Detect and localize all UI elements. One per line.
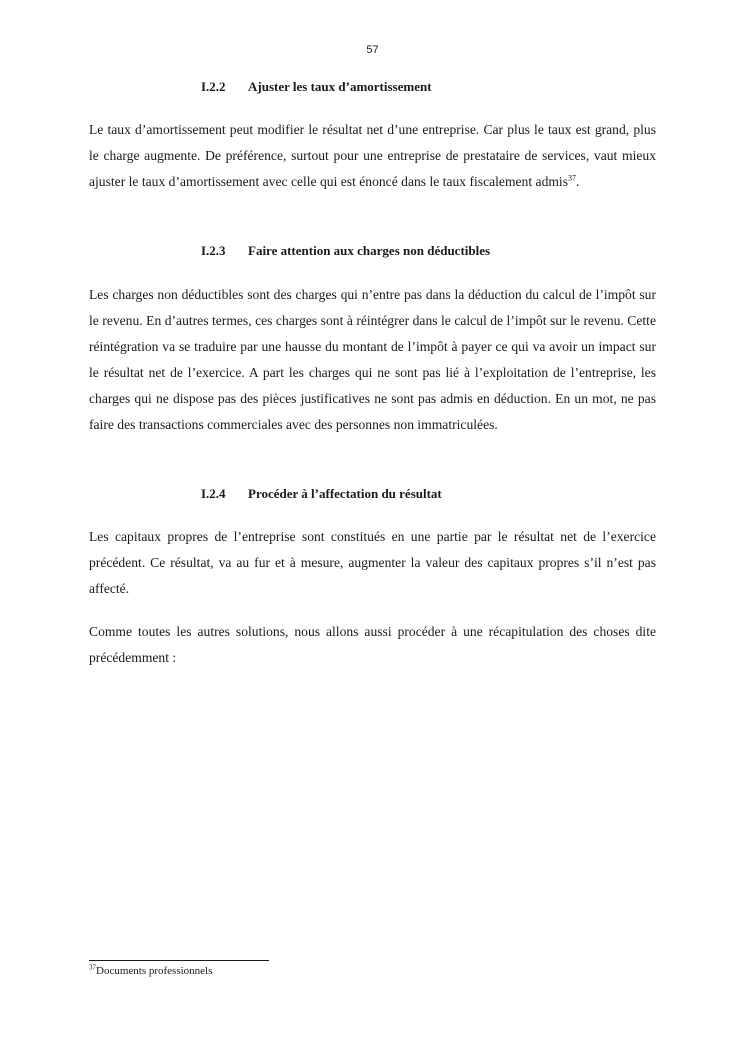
section-title: Faire attention aux charges non déductibles: [248, 243, 491, 258]
page-number: 57: [366, 44, 379, 56]
paragraph-recapitulation: Comme toutes les autres solutions, nous allons aussi procéder à une récapitulation des choses dite précédemment :: [89, 624, 656, 665]
footnote-separator: [89, 960, 269, 961]
paragraph-tail: .: [576, 174, 580, 189]
section-number: I.2.2: [201, 79, 226, 94]
paragraph-amortissement: [89, 117, 656, 195]
footnote: [89, 965, 212, 977]
section-heading-i-2-3: [201, 243, 490, 259]
footnote-marker: 37: [89, 963, 96, 972]
footnote-reference: 37: [568, 173, 577, 183]
section-heading-i-2-2: [201, 79, 432, 95]
paragraph-text: Le taux d’amortissement peut modifier le résultat net d’une entreprise. Car plus le taux est grand, plus le charge augmente. De préférence, surtout pour une entreprise de prestataire de services, vaut mieux ajuster le taux d’amortissement avec celle qui est énoncé dans le taux fiscalement admis: [89, 122, 656, 189]
paragraph-capitaux-propres: Les capitaux propres de l’entreprise sont constitués en une partie par le résultat net de l’exercice précédent. Ce résultat, va au fur et à mesure, augmenter la valeur des capitaux propres s’il n’est pas affecté.: [89, 529, 656, 596]
section-number: I.2.4: [201, 486, 226, 501]
footnote-text: Documents professionnels: [96, 965, 213, 977]
section-heading-i-2-4: [201, 486, 442, 502]
section-number: I.2.3: [201, 243, 226, 258]
paragraph-charges-non-deductibles: Les charges non déductibles sont des charges qui n’entre pas dans la déduction du calcul de l’impôt sur le revenu. En d’autres termes, ces charges sont à réintégrer dans le calcul de l’impôt sur le revenu. Cette réintégration va se traduire par une hausse du montant de l’impôt à payer ce qui va avoir un impact sur le résultat net de l’exercice. A part les charges qui ne sont pas lié à l’exploitation de l’entreprise, les charges qui ne dispose pas des pièces justificatives ne sont pas admis en déduction. En un mot, ne pas faire des transactions commerciales avec des personnes non immatriculées.: [89, 287, 656, 432]
section-title: Procéder à l’affectation du résultat: [248, 486, 442, 501]
section-title: Ajuster les taux d’amortissement: [248, 79, 432, 94]
